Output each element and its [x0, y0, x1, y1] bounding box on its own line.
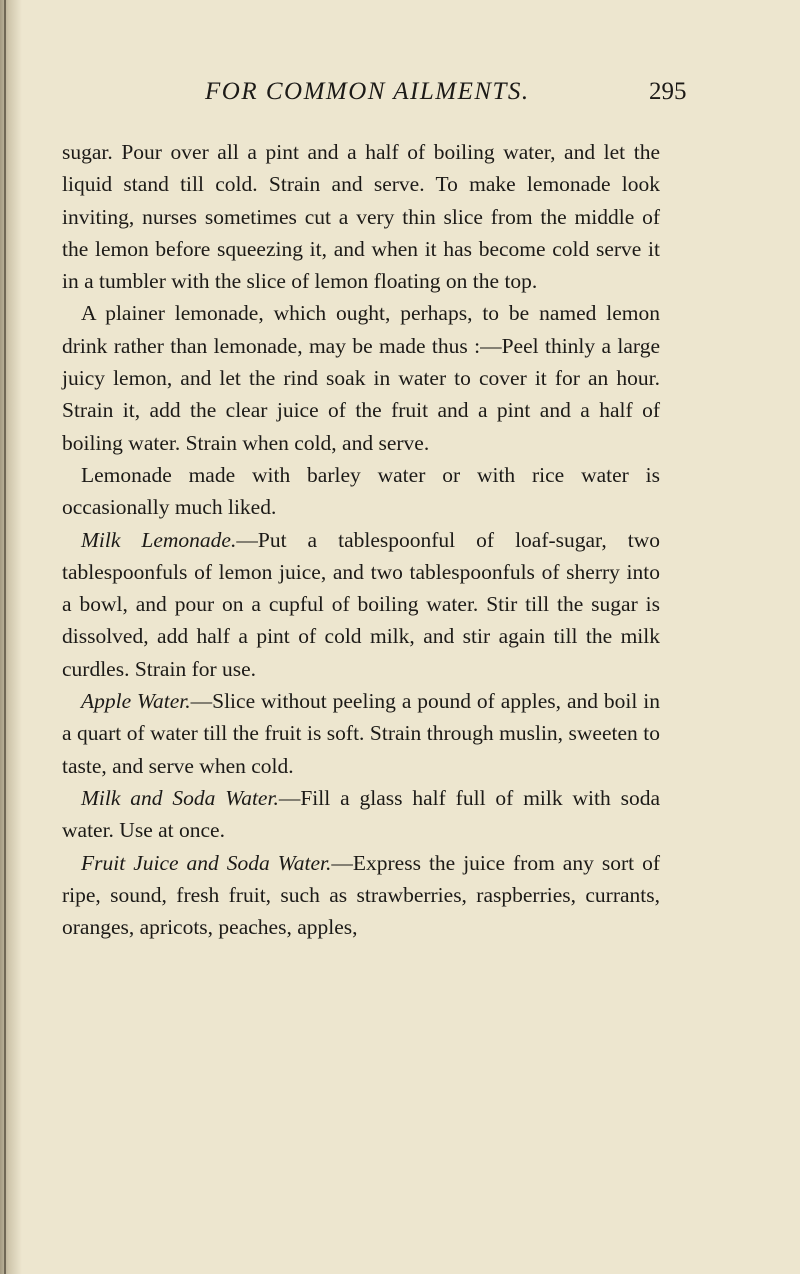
paragraph-text: Lemonade made with barley water or with rice water is occasionally much liked. [62, 462, 660, 520]
recipe-text: —Put a tablespoonful of loaf-sugar, two tablespoonfuls of lemon juice, and two tablespoonfuls of sherry into a bowl, and pour on a cupful of boiling water. Stir till the sugar is dissolved, add half a pint of cold milk, and stir again till the milk curdles. Strain for use. [62, 527, 660, 681]
recipe-title: Fruit Juice and Soda Water. [81, 850, 332, 875]
recipe-text: —Express the juice from any sort of ripe, sound, fresh fruit, such as strawberries, raspberries, currants, oranges, apricots, peaches, apples, [62, 850, 660, 940]
recipe-title: Milk and Soda Water. [81, 785, 279, 810]
paragraph-barley-lemonade [62, 459, 660, 524]
recipe-fruit-juice-and-soda-water [62, 847, 660, 944]
recipe-title: Apple Water. [81, 689, 191, 714]
page-header [0, 78, 800, 118]
recipe-text: —Fill a glass half full of milk with soda water. Use at once. [62, 785, 660, 843]
running-head: FOR COMMON AILMENTS. [205, 78, 530, 105]
paragraph-plainer-lemonade [62, 297, 660, 458]
recipe-text: —Slice without peeling a pound of apples, and boil in a quart of water till the fruit is soft. Strain through muslin, sweeten to taste, and serve when cold. [62, 689, 660, 778]
recipe-milk-lemonade [62, 524, 660, 685]
paragraph-text: sugar. Pour over all a pint and a half of boiling water, and let the liquid stand till cold. Strain and serve. To make lemonade look inviting, nurses sometimes cut a very thin slice from the middle of the lemon before squeezing it, and when it has become cold serve it in a tumbler with the slice of lemon floating on the top. [62, 140, 660, 294]
book-spine-edge [4, 0, 6, 1274]
recipe-apple-water [62, 685, 660, 782]
recipe-milk-and-soda-water [62, 782, 660, 847]
paragraph-text: A plainer lemonade, which ought, perhaps, to be named lemon drink rather than lemonade, may be made thus :—Peel thinly a large juicy lemon, and let the rind soak in water to cover it for an hour. Strain it, add the clear juice of the fruit and a pint and a half of boiling water. Strain when cold, and serve. [62, 301, 660, 455]
recipe-title: Milk Lemonade. [81, 527, 237, 552]
body-text [62, 136, 660, 943]
page-number: 295 [649, 78, 687, 105]
paragraph-continuation [62, 136, 660, 297]
